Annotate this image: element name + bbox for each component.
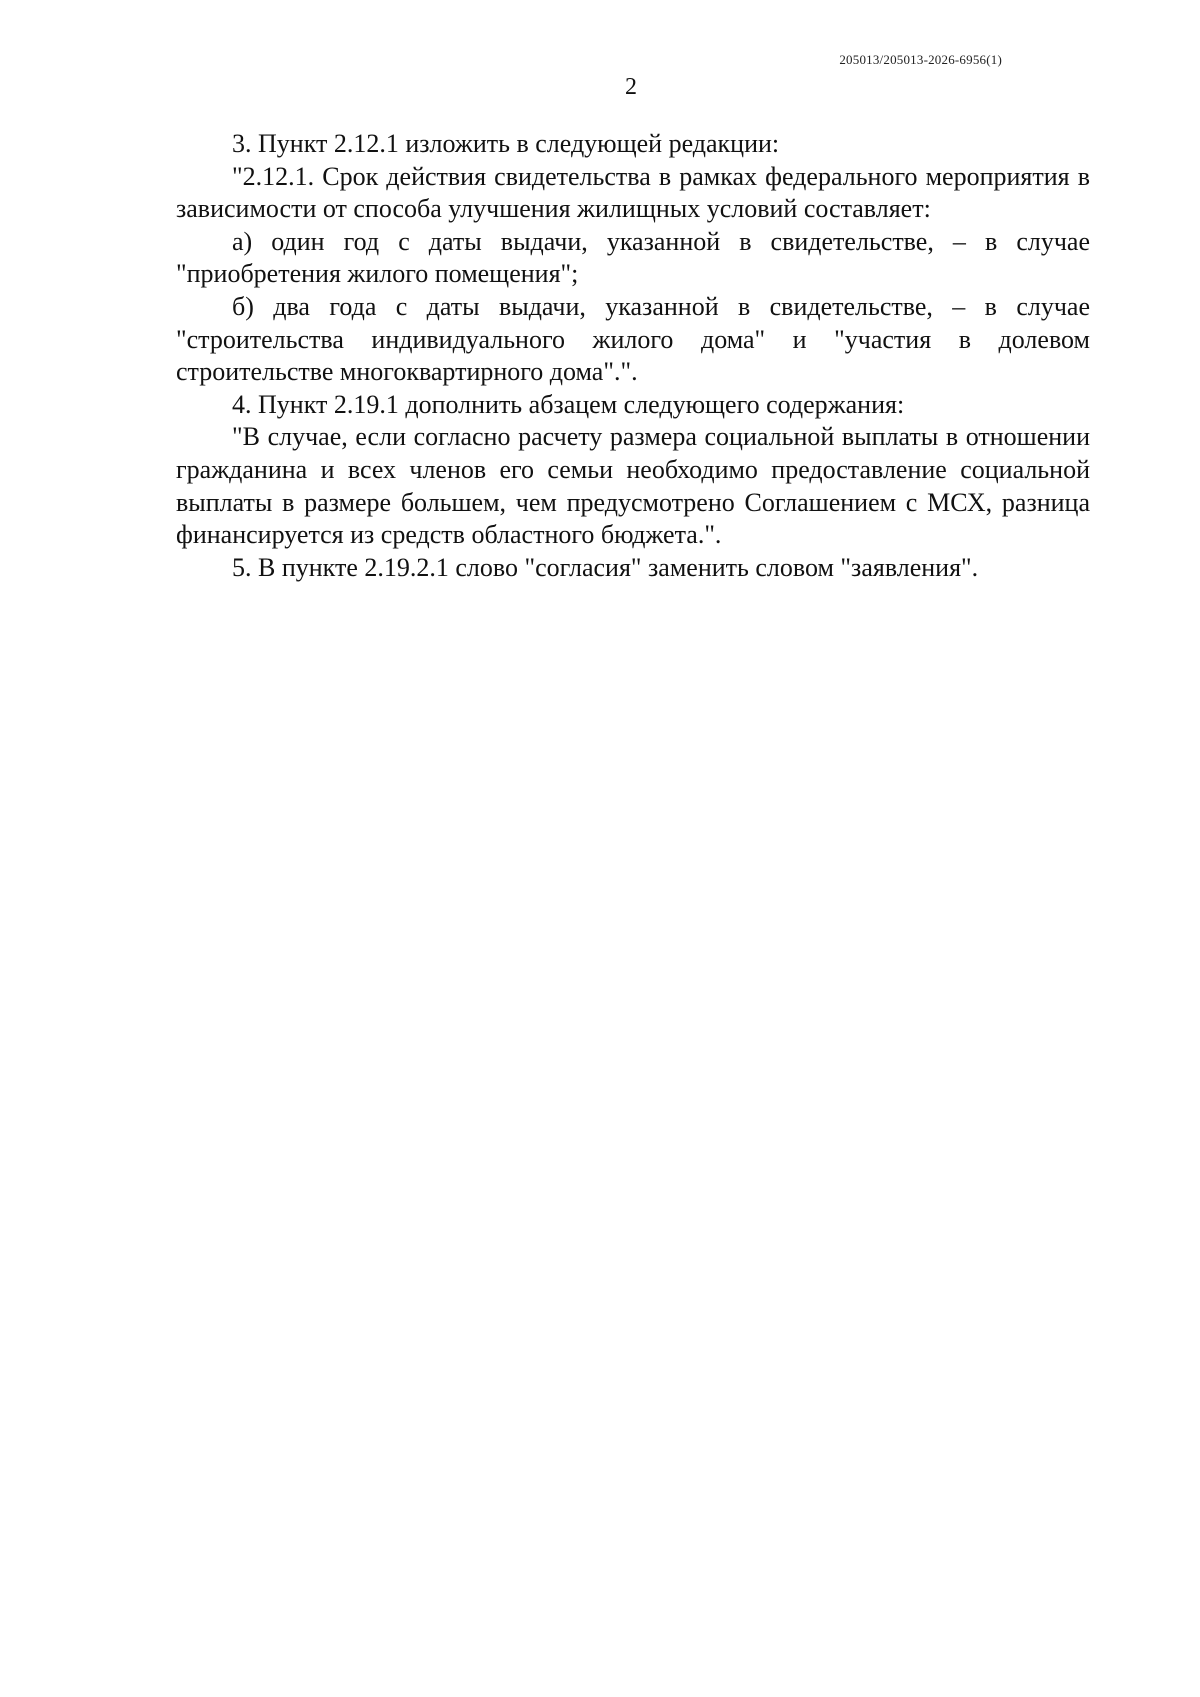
paragraph-quoted-addition: "В случае, если согласно расчету размера социальной выплаты в отношении гражданина и всех членов его семьи необходимо предоставление социальной выплаты в размере большем, чем предусмотрено Соглашением с МСХ, разница финансируется из средств областного бюджета.". [176, 422, 1090, 550]
document-body [176, 128, 1090, 584]
paragraph-item-4: 4. Пункт 2.19.1 дополнить абзацем следующего содержания: [232, 389, 905, 419]
paragraph-subitem-b: б) два года с даты выдачи, указанной в свидетельстве, – в случае "строительства индивидуального жилого дома" и "участия в долевом строительстве многоквартирного дома".". [176, 291, 1090, 387]
page-number: 2 [625, 74, 637, 100]
paragraph-subitem-a: а) один год с даты выдачи, указанной в свидетельстве, – в случае "приобретения жилого помещения"; [176, 226, 1090, 289]
paragraph-item-3: 3. Пункт 2.12.1 изложить в следующей редакции: [232, 129, 780, 158]
paragraph-item-5: 5. В пункте 2.19.2.1 слово "согласия" заменить словом "заявления". [232, 552, 979, 582]
document-id: 205013/205013-2026-6956(1) [839, 52, 1002, 67]
paragraph-quoted-2-12-1: "2.12.1. Срок действия свидетельства в рамках федерального мероприятия в зависимости от способа улучшения жилищных условий составляет: [176, 161, 1090, 224]
